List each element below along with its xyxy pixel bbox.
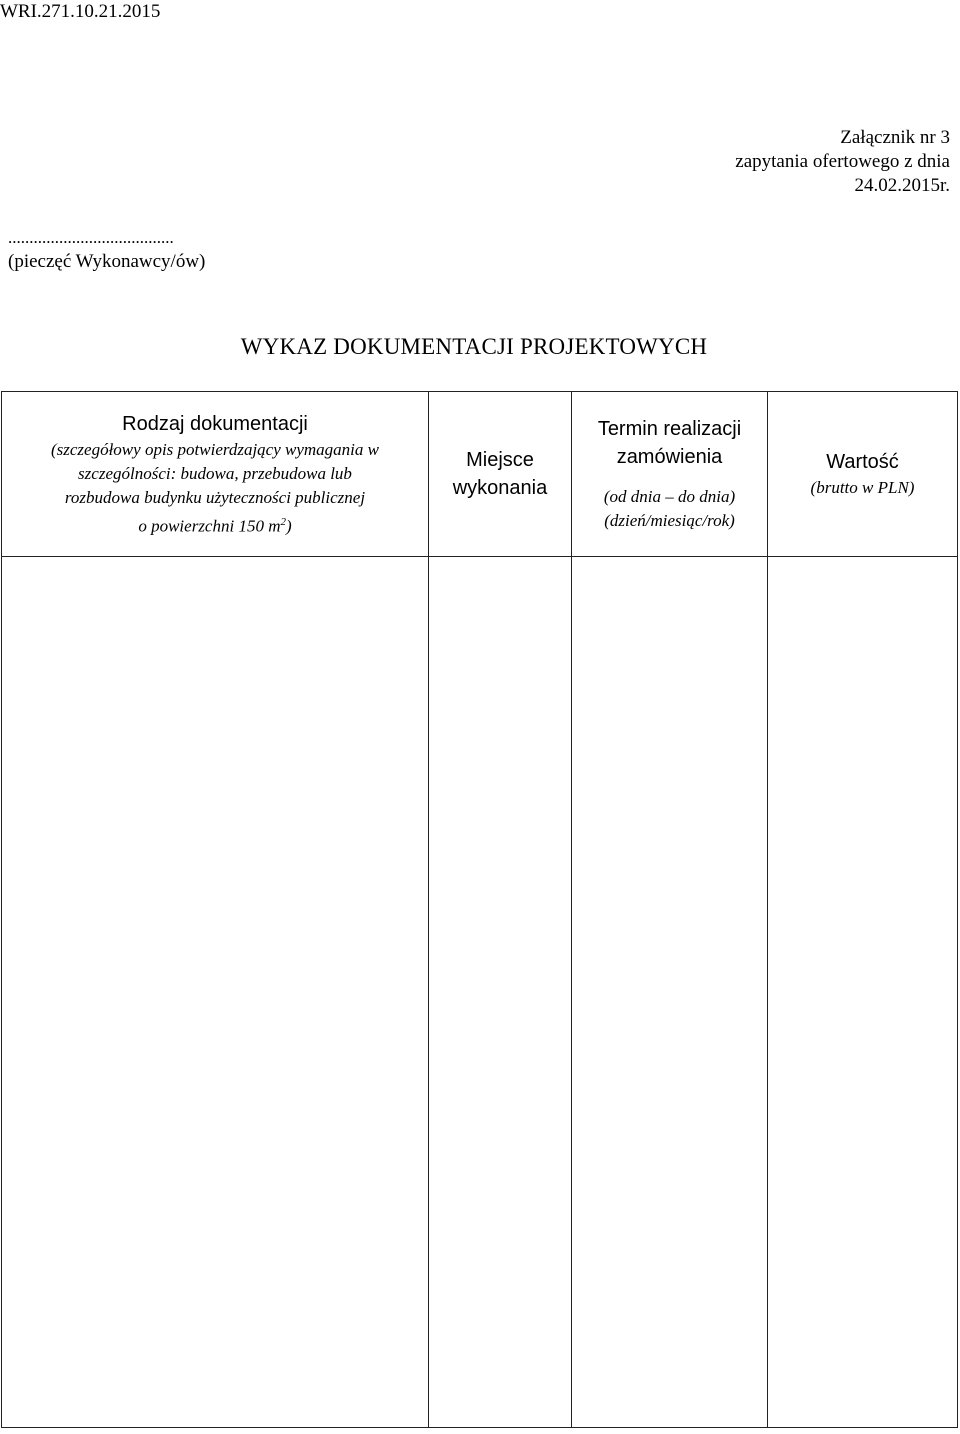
table-header-row [2, 392, 958, 557]
column-note-completion-date [572, 485, 767, 533]
column-title-document-type: Rodzaj dokumentacji [122, 412, 308, 435]
stamp-label: (pieczęć Wykonawcy/ów) [8, 251, 206, 272]
entry-cell-document-type[interactable] [2, 557, 429, 1428]
note-line: szczególności: budowa, przebudowa lub [78, 463, 352, 483]
attachment-line-3: 24.02.2015r. [854, 175, 950, 196]
note-close: ) [285, 516, 292, 536]
column-note-value: (brutto w PLN) [810, 478, 915, 497]
column-title-value: Wartość [826, 451, 899, 473]
attachment-line-1: Załącznik nr 3 [840, 127, 950, 148]
entry-cell-location[interactable] [429, 557, 572, 1428]
column-title-location [429, 446, 571, 502]
note-line: (szczegółowy opis potwierdzający wymagania w [50, 439, 379, 459]
column-title-completion-date [572, 415, 767, 471]
title-line: wykonania [452, 477, 548, 499]
header-cell-completion-date [572, 392, 768, 557]
document-title: WYKAZ DOKUMENTACJI PROJEKTOWYCH [240, 334, 708, 359]
header-cell-value [768, 392, 958, 557]
note-line: (od dnia – do dnia) [603, 487, 736, 506]
note-text: o powierzchni 150 m [138, 516, 281, 536]
attachment-line-2: zapytania ofertowego z dnia [735, 151, 950, 172]
attachment-note [735, 126, 950, 198]
header-cell-location [429, 392, 572, 557]
entry-cell-completion-date[interactable] [572, 557, 768, 1428]
note-line: rozbudowa budynku użyteczności publicznej [64, 487, 366, 507]
title-line: Miejsce [466, 449, 534, 471]
note-line: (dzień/miesiąc/rok) [604, 511, 735, 530]
column-note-document-type [2, 438, 428, 539]
title-line: zamówienia [616, 446, 723, 468]
title-line: Termin realizacji [597, 418, 742, 440]
header-cell-document-type [2, 392, 429, 557]
document-reference-number: WRI.271.10.21.2015 [0, 1, 161, 22]
entry-cell-value[interactable] [768, 557, 958, 1428]
stamp-placeholder-dots: ....................................... [8, 228, 174, 247]
note-superscript: 2 [280, 515, 286, 528]
documentation-table [1, 391, 958, 1428]
note-line [8, 510, 422, 539]
table-row [2, 557, 958, 1428]
